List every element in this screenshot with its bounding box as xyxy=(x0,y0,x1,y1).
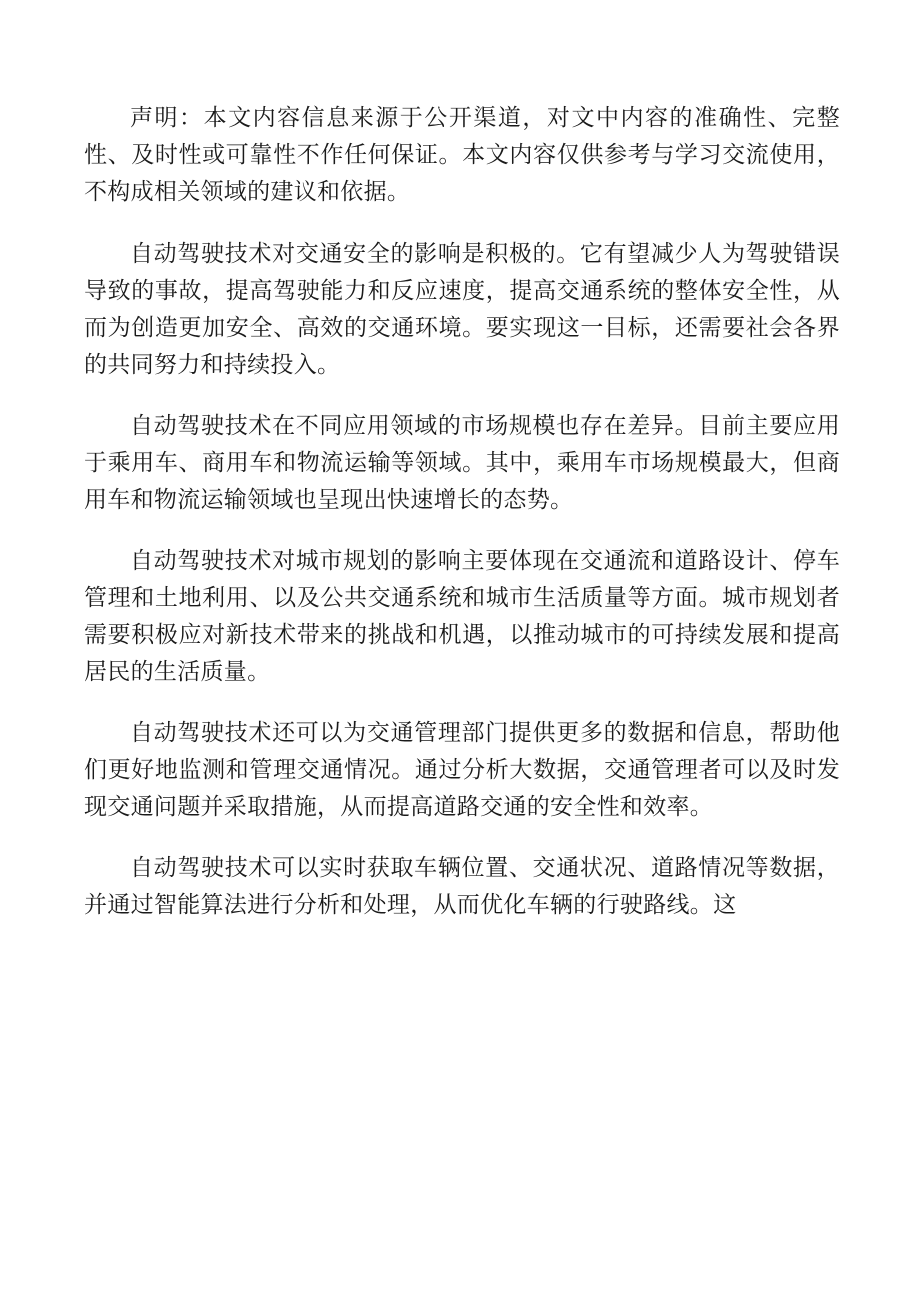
paragraph-traffic-management: 自动驾驶技术还可以为交通管理部门提供更多的数据和信息，帮助他们更好地监测和管理交通情况。通过分析大数据，交通管理者可以及时发现交通问题并采取措施，从而提高道路交通的安全性和效率。 xyxy=(84,720,840,820)
paragraph-market-size: 自动驾驶技术在不同应用领域的市场规模也存在差异。目前主要应用于乘用车、商用车和物流运输等领域。其中，乘用车市场规模最大，但商用车和物流运输领域也呈现出快速增长的态势。 xyxy=(84,413,840,513)
disclaimer-paragraph: 声明：本文内容信息来源于公开渠道，对文中内容的准确性、完整性、及时性或可靠性不作任何保证。本文内容仅供参考与学习交流使用，不构成相关领域的建议和依据。 xyxy=(84,105,840,205)
paragraph-urban-planning: 自动驾驶技术对城市规划的影响主要体现在交通流和道路设计、停车管理和土地利用、以及公共交通系统和城市生活质量等方面。城市规划者需要积极应对新技术带来的挑战和机遇，以推动城市的可持续发展和提高居民的生活质量。 xyxy=(84,548,840,685)
paragraph-traffic-safety: 自动驾驶技术对交通安全的影响是积极的。它有望减少人为驾驶错误导致的事故，提高驾驶能力和反应速度，提高交通系统的整体安全性，从而为创造更加安全、高效的交通环境。要实现这一目标，还需要社会各界的共同努力和持续投入。 xyxy=(84,241,840,378)
paragraph-route-optimization: 自动驾驶技术可以实时获取车辆位置、交通状况、道路情况等数据，并通过智能算法进行分析和处理，从而优化车辆的行驶路线。这 xyxy=(84,855,840,918)
